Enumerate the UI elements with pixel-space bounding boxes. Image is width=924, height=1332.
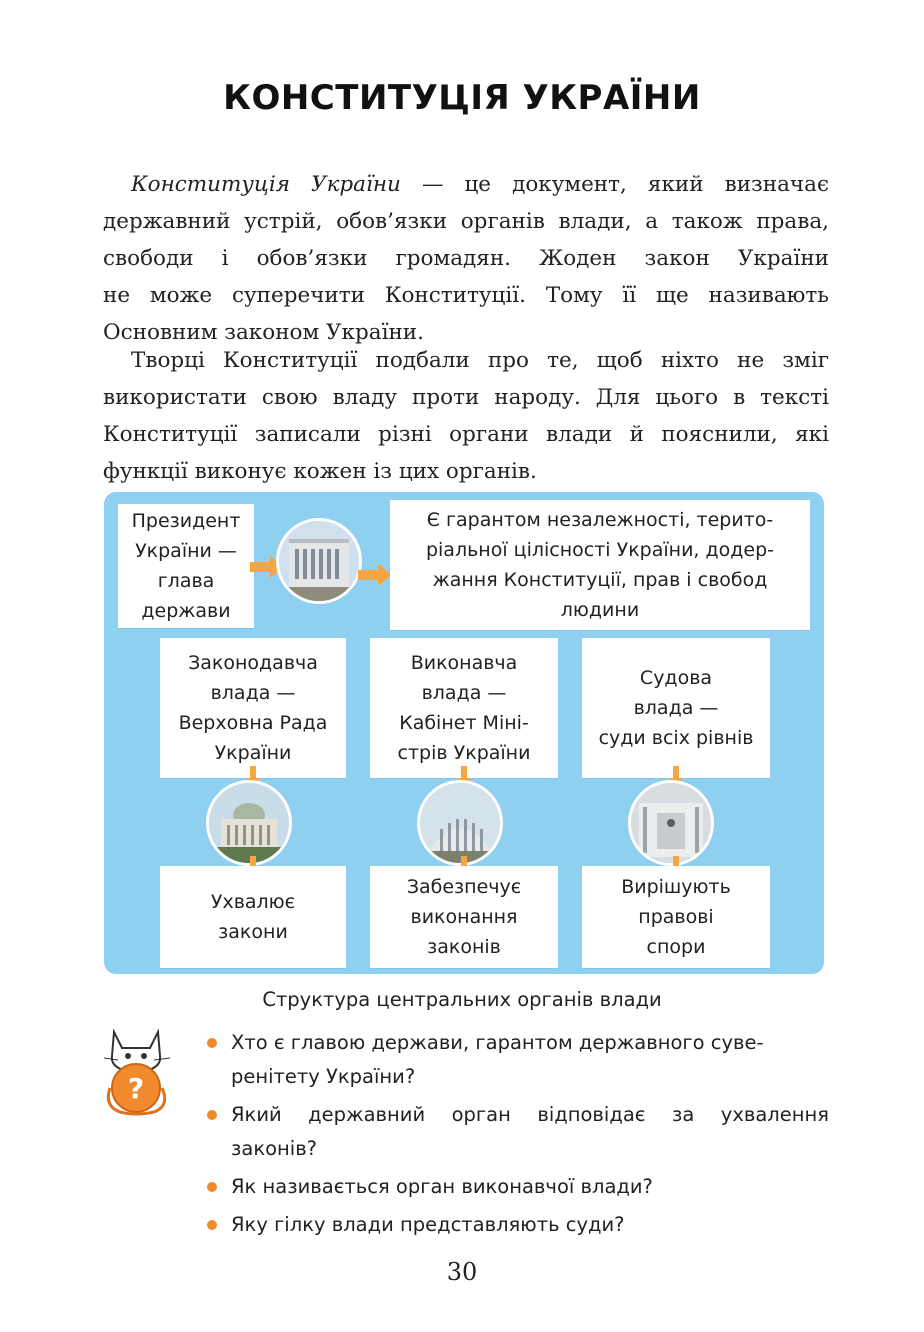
paragraph-1	[103, 166, 829, 351]
paragraph-2-line: Конституції записали різні органи влади й пояснили, які	[103, 422, 829, 447]
bullet-icon	[207, 1182, 217, 1192]
paragraph-1-line: не може суперечити Конституції. Тому її ще називають	[103, 283, 829, 308]
judicial-branch-box: Судова влада — суди всіх рівнів	[582, 638, 770, 778]
executive-function-box: Забезпечує виконання законів	[370, 866, 558, 968]
bullet-icon	[207, 1110, 217, 1120]
paragraph-2	[103, 342, 829, 490]
question-mark-glyph: ?	[127, 1072, 145, 1105]
page-number: 30	[446, 1258, 478, 1286]
page-title: КОНСТИТУЦІЯ УКРАЇНИ	[223, 78, 701, 118]
paragraph-2-line: Творці Конституції подбали про те, щоб ніхто не зміг	[131, 348, 829, 373]
bullet-icon	[207, 1038, 217, 1048]
paragraph-2-line: функції виконує кожен із цих органів.	[103, 459, 537, 484]
cabinet-building-photo	[417, 780, 503, 866]
questions-list	[205, 1026, 830, 1246]
executive-branch-box: Виконавча влада — Кабінет Міні- стрів України	[370, 638, 558, 778]
arrow-right-icon	[358, 564, 392, 586]
legislative-branch-box: Законодавча влада — Верховна Рада України	[160, 638, 346, 778]
bullet-icon	[207, 1220, 217, 1230]
paragraph-1-line: свободи і обов’язки громадян. Жоден закон України	[103, 246, 829, 271]
question-item: Який державний орган відповідає за ухвалення законів?	[205, 1098, 830, 1166]
judicial-function-box: Вирішують правові спори	[582, 866, 770, 968]
paragraph-1-line: державний устрій, обов’язки органів влади, а також права,	[103, 209, 829, 234]
diagram-caption: Структура центральних органів влади	[262, 988, 662, 1011]
question-item: Хто є главою держави, гарантом державного суве- ренітету України?	[205, 1026, 830, 1094]
paragraph-1-line: Конституція України — це документ, який визначає	[131, 172, 829, 197]
paragraph-1-line: Основним законом України.	[103, 320, 424, 345]
question-item: Яку гілку влади представляють суди?	[205, 1208, 830, 1242]
parliament-building-photo	[206, 780, 292, 866]
paragraph-2-line: використати свою владу проти народу. Для цього в тексті	[103, 385, 829, 410]
legislative-function-box: Ухвалює закони	[160, 866, 346, 968]
president-role-box: Є гарантом незалежності, терито- ріальної цілісності України, додер- жання Конституції, прав і свобод людини	[390, 500, 810, 630]
cat-with-question-mark-icon	[100, 1026, 174, 1116]
president-box: Президент України — глава держави	[118, 504, 254, 628]
question-item: Як називається орган виконавчої влади?	[205, 1170, 830, 1204]
court-building-photo	[628, 780, 714, 866]
presidential-office-photo	[276, 518, 362, 604]
government-structure-diagram	[104, 492, 824, 974]
